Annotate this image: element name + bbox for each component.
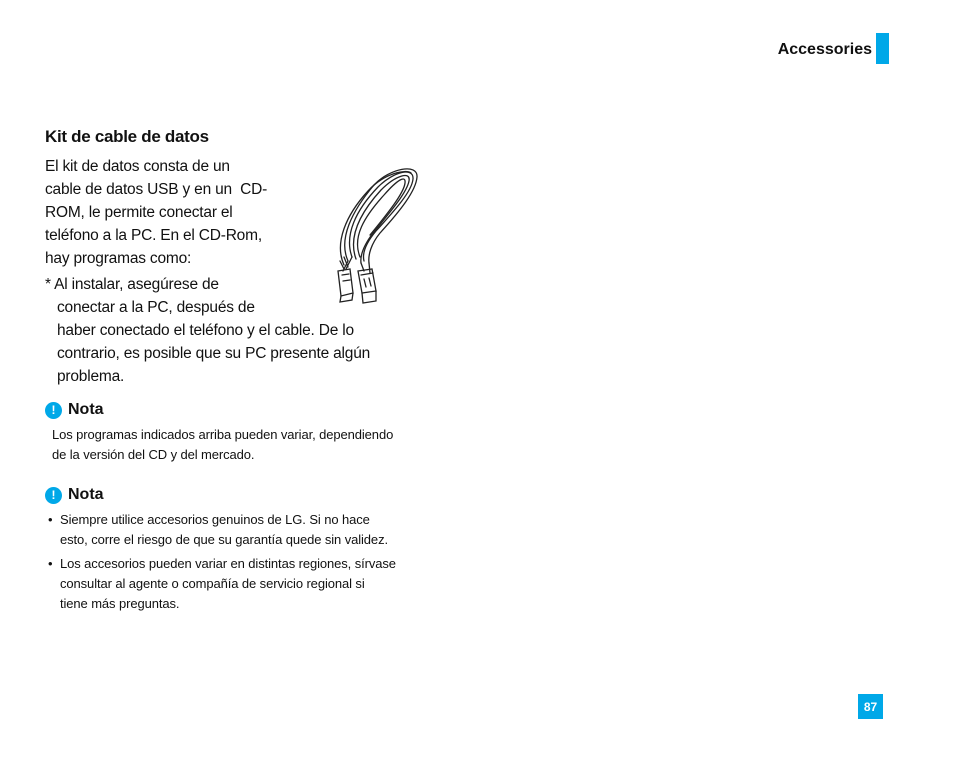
list-item: [48, 554, 448, 614]
note2-heading: [45, 486, 104, 504]
page-number: 87: [858, 694, 883, 719]
intro-paragraph: [45, 155, 280, 270]
note2-title: Nota: [68, 486, 104, 503]
intro-line: teléfono a la PC. En el CD-Rom,: [45, 227, 262, 244]
note1-title: Nota: [68, 401, 104, 418]
note1-line: Los programas indicados arriba pueden variar, dependiendo: [52, 427, 394, 442]
list-item: [48, 510, 448, 550]
note2-line: • Siempre utilice accesorios genuinos de LG. Si no hace: [60, 512, 370, 527]
intro-line: hay programas como:: [45, 250, 192, 267]
install-line: haber conectado el teléfono y el cable. De lo: [57, 322, 354, 339]
note2-line: tiene más preguntas.: [60, 596, 180, 611]
intro-line: cable de datos USB y en un CD-: [45, 181, 268, 198]
install-line: conectar a la PC, después de: [57, 299, 255, 316]
note1-heading: [45, 401, 104, 419]
intro-line: ROM, le permite conectar el: [45, 204, 233, 221]
install-line: contrario, es posible que su PC presente algún: [57, 345, 371, 362]
note2-line: consultar al agente o compañía de servicio regional si: [60, 576, 365, 591]
warning-icon: !: [45, 402, 62, 419]
install-line: * Al instalar, asegúrese de: [45, 276, 219, 293]
install-line: problema.: [57, 368, 125, 385]
note1-body: [52, 425, 442, 465]
note1-line: de la versión del CD y del mercado.: [52, 447, 255, 462]
install-paragraph: [45, 273, 415, 388]
intro-line: El kit de datos consta de un: [45, 158, 230, 175]
header-title: Accessories: [777, 41, 872, 58]
section-title: Kit de cable de datos: [45, 127, 209, 146]
note2-line: • Los accesorios pueden variar en distintas regiones, sírvase: [60, 556, 396, 571]
note2-line: esto, corre el riesgo de que su garantía quede sin validez.: [60, 532, 388, 547]
header-accent-bar: [876, 33, 889, 64]
warning-icon: !: [45, 487, 62, 504]
note2-list: [48, 510, 448, 618]
